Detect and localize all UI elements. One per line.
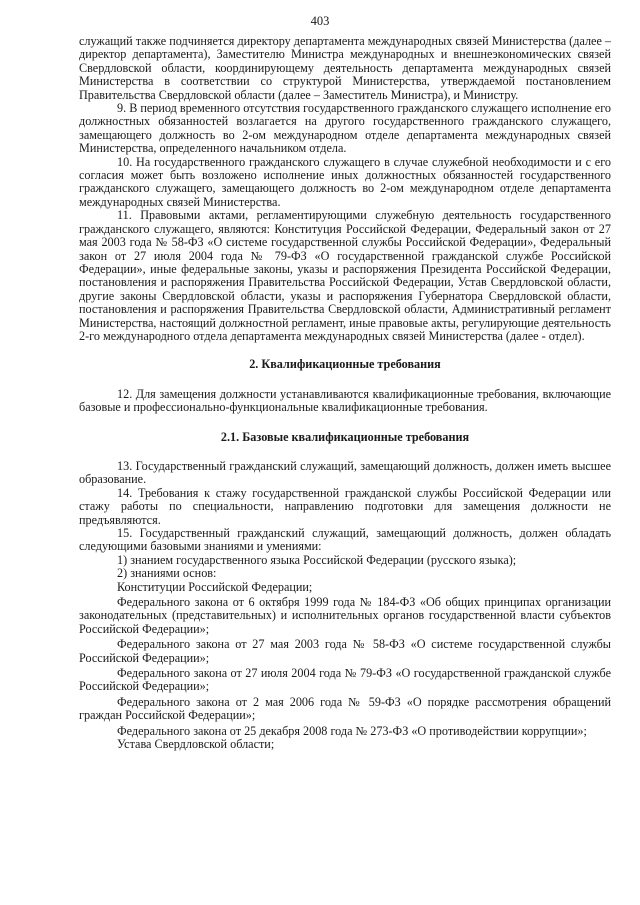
paragraph-13: 13. Государственный гражданский служащий, замещающий должность, должен иметь высшее образование. [79,458,611,487]
law-constitution: Конституции Российской Федерации; [117,579,313,594]
law-58-fz: Федерального закона от 27 мая 2003 года № 58-ФЗ «О системе государственной службы Российской Федерации»; [79,637,611,665]
paragraph-15: 15. Государственный гражданский служащий, замещающий должность, должен обладать следующими базовыми знаниями и умениями: [79,526,611,554]
paragraph-continuation: служащий также подчиняется директору департамента международных связей Министерства (далее – директор департамента), Заместителю Министра международных и внешнеэкономических связей Свердловской области, координирующему деятельность департамента международных связей Министерства в соответствии со структурой Министерства, утверждаемой постановлением Правительства Свердловской области (далее – Заместитель Министра), и Министру. [79,34,611,102]
section-heading-2: 2. Квалификационные требования [249,357,441,372]
list-item-1: 1) знанием государственного языка Российской Федерации (русского языка); [117,552,517,567]
law-273-fz: Федерального закона от 25 декабря 2008 года № 273-ФЗ «О противодействии коррупции»; [117,723,587,738]
paragraph-11: 11. Правовыми актами, регламентирующими служебную деятельность государственного гражданского служащего, являются: Конституция Российской Федерации, Федеральный закон от 27 мая 2003 года № 58-ФЗ «О системе государственной службы Российской Федерации», Федеральный закон от 27 июля 2004 года № 79-ФЗ «О государственной гражданской службе Российской Федерации», иные федеральные законы, указы и распоряжения Президента Российской Федерации, постановления и распоряжения Правительства Российской Федерации, Устав Свердловской области, другие законы Свердловской области, указы и распоряжения Губернатора Свердловской области, постановления и распоряжения Правительства Свердловской области, Административный регламент Министерства, настоящий должностной регламент, иные правовые акты, регулирующие деятельность 2-го международного отдела департамента международных связей Министерства (далее - отдел). [79,208,611,343]
paragraph-10: 10. На государственного гражданского служащего в случае служебной необходимости и с его согласия может быть возложено исполнение иных должностных обязанностей государственного гражданского служащего, замещающего должность во 2-ом международном отделе департамента международных связей Министерства. [79,154,611,209]
law-79-fz: Федерального закона от 27 июля 2004 года № 79-ФЗ «О государственной гражданской службе Российской Федерации»; [79,666,611,694]
law-59-fz: Федерального закона от 2 мая 2006 года № 59-ФЗ «О порядке рассмотрения обращений граждан Российской Федерации»; [79,694,611,723]
section-heading-2-1: 2.1. Базовые квалификационные требования [220,429,470,444]
paragraph-14: 14. Требования к стажу государственной гражданской службы Российской Федерации или стажу работы по специальности, направлению подготовки для замещения должности не предъявляются. [79,485,611,527]
document-body [79,35,611,752]
paragraph-9: 9. В период временного отсутствия государственного гражданского служащего исполнение его должностных обязанностей возлагается на другого государственного гражданского служащего, замещающего должность во 2-ом международном отделе департамента международных связей Министерства, определенного начальником отдела. [79,101,611,156]
paragraph-12: 12. Для замещения должности устанавливаются квалификационные требования, включающие базовые и профессионально-функциональные квалификационные требования. [79,386,611,415]
page-number: 403 [310,14,330,28]
law-184-fz: Федерального закона от 6 октября 1999 года № 184-ФЗ «Об общих принципах организации законодательных (представительных) и исполнительных органов государственной власти субъектов Российской Федерации»; [79,595,611,636]
law-ustav: Устава Свердловской области; [117,737,275,752]
list-item-2: 2) знаниями основ: [117,566,217,581]
